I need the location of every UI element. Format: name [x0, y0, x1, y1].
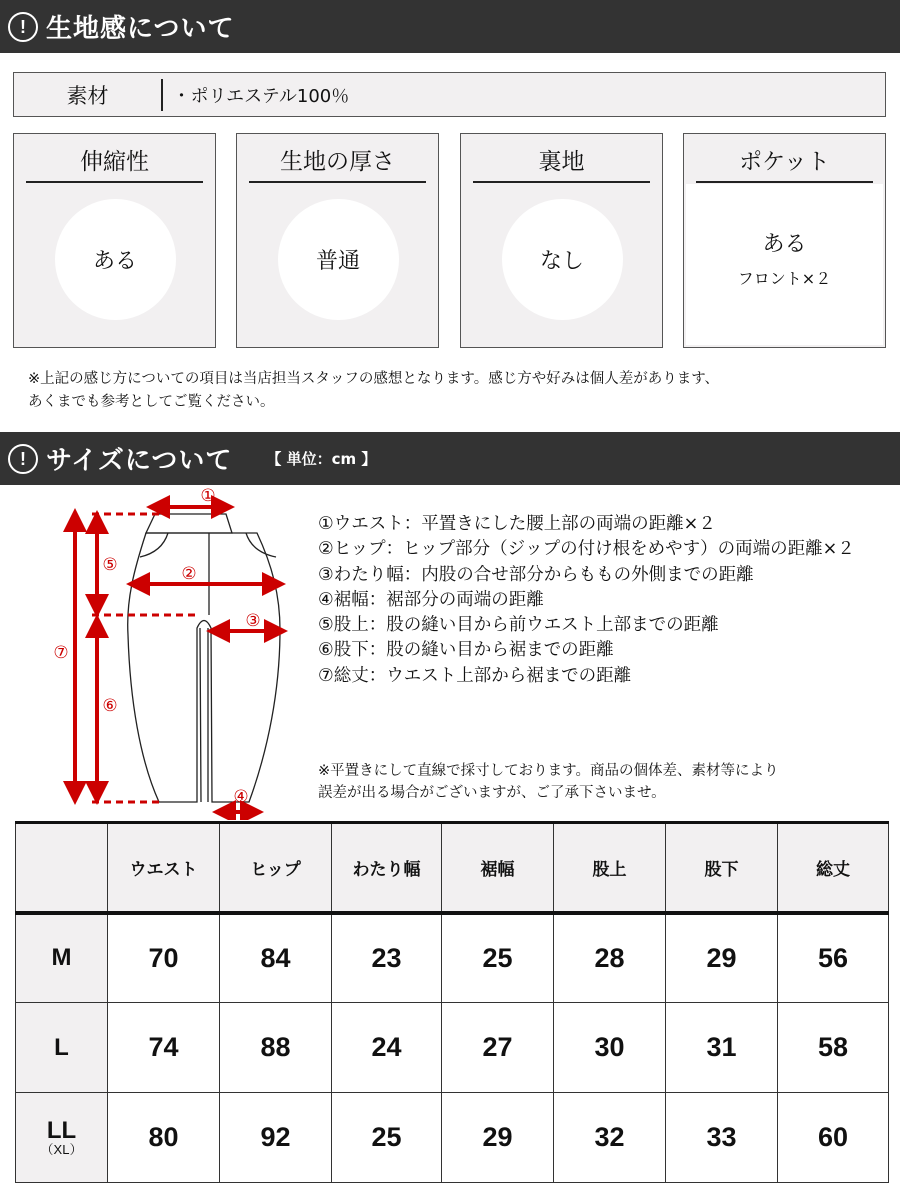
size-table [15, 821, 889, 1183]
cell-hip: 88 [220, 1003, 332, 1093]
material-row [13, 72, 886, 117]
marker-2: ② [181, 564, 197, 584]
fabric-note [28, 368, 719, 414]
unit-label: 【 単位：cm 】 [266, 450, 377, 468]
marker-3: ③ [245, 611, 261, 631]
cell-waist: 74 [108, 1003, 220, 1093]
measurement-lines [75, 507, 276, 812]
marker-5: ⑤ [102, 555, 118, 575]
cell-rise: 28 [554, 913, 666, 1003]
size-label: LL （XL） [16, 1093, 108, 1183]
cell-waist: 70 [108, 913, 220, 1003]
cell-inseam: 33 [666, 1093, 778, 1183]
property-title: 裏地 [538, 149, 585, 175]
property-value-circle [502, 199, 623, 320]
measurement-note [318, 760, 779, 804]
size-label-sub: （XL） [40, 1141, 83, 1157]
cell-length: 58 [778, 1003, 889, 1093]
property-value: 普通 [315, 249, 360, 274]
property-detail: フロント×２ [737, 268, 832, 288]
cell-inseam: 29 [666, 913, 778, 1003]
cell-hem: 27 [442, 1003, 554, 1093]
legend-item-waist: ①ウエスト：平置きにした腰上部の両端の距離×２ [318, 514, 716, 534]
property-title: 伸縮性 [80, 149, 149, 175]
table-header-row [16, 823, 889, 913]
cell-hem: 25 [442, 913, 554, 1003]
legend-item-rise: ⑤股上：股の縫い目から前ウエスト上部までの距離 [318, 615, 719, 636]
fabric-section-title: 生地感について [46, 14, 235, 44]
cell-thigh: 24 [332, 1003, 442, 1093]
cell-waist: 80 [108, 1093, 220, 1183]
property-value: ある [762, 231, 807, 257]
header-corner [16, 823, 108, 913]
property-value-circle [278, 199, 399, 320]
size-label: L [16, 1003, 108, 1093]
property-card-stretch [13, 133, 216, 348]
marker-4: ④ [233, 787, 249, 807]
header-waist: ウエスト [108, 823, 220, 913]
legend-item-inseam: ⑥股下：股の縫い目から裾までの距離 [318, 640, 614, 661]
measurement-note-line-2: 誤差が出る場合がございますが、ご了承下さいませ。 [318, 785, 666, 801]
header-inseam: 股下 [666, 823, 778, 913]
property-card-thickness [236, 133, 439, 348]
size-label: M [16, 913, 108, 1003]
property-value-circle [55, 199, 176, 320]
property-value-panel [686, 184, 883, 345]
fabric-note-line-1: ※上記の感じ方についての項目は当店担当スタッフの感想となります。感じ方や好みは個人差があります、 [28, 371, 720, 387]
fabric-section-header [0, 0, 900, 53]
pants-outline [128, 514, 280, 802]
header-thigh: わたり幅 [332, 823, 442, 913]
measurement-note-line-1: ※平置きにして直線で採寸しております。商品の個体差、素材等により [318, 763, 779, 779]
cell-hip: 92 [220, 1093, 332, 1183]
property-card-pocket [683, 133, 886, 348]
property-title: 生地の厚さ [280, 149, 395, 175]
legend-item-hem: ④裾幅：裾部分の両端の距離 [318, 589, 544, 610]
size-section-header [0, 432, 900, 485]
table-row [16, 1093, 889, 1183]
title-underline [696, 181, 873, 183]
legend-item-hip: ②ヒップ：ヒップ部分（ジップの付け根をめやす）の両端の距離×２ [318, 539, 855, 560]
header-hip: ヒップ [220, 823, 332, 913]
cell-rise: 32 [554, 1093, 666, 1183]
material-label: 素材 [66, 83, 109, 108]
cell-inseam: 31 [666, 1003, 778, 1093]
cell-hem: 29 [442, 1093, 554, 1183]
cell-length: 60 [778, 1093, 889, 1183]
measurement-markers [53, 486, 260, 807]
fabric-note-line-2: あくまでも参考としてご覧ください。 [28, 394, 275, 410]
header-length: 総丈 [778, 823, 889, 913]
property-value: なし [539, 249, 584, 274]
cell-length: 56 [778, 913, 889, 1003]
marker-6: ⑥ [102, 696, 118, 716]
header-hem: 裾幅 [442, 823, 554, 913]
cell-rise: 30 [554, 1003, 666, 1093]
legend-item-length: ⑦総丈：ウエスト上部から裾までの距離 [318, 665, 632, 686]
alert-circle-icon: ! [8, 12, 38, 42]
marker-7: ⑦ [53, 643, 69, 663]
alert-circle-icon: ! [8, 444, 38, 474]
measurement-legend [318, 512, 855, 689]
title-underline [249, 181, 426, 183]
legend-item-thigh: ③わたり幅：内股の合せ部分からももの外側までの距離 [318, 564, 754, 585]
title-underline [473, 181, 650, 183]
size-section-title: サイズについて [46, 446, 233, 476]
property-value: ある [92, 249, 137, 274]
marker-1: ① [200, 486, 216, 506]
pants-measurement-diagram [40, 480, 310, 820]
title-underline [26, 181, 203, 183]
property-title: ポケット [739, 149, 830, 175]
cell-thigh: 25 [332, 1093, 442, 1183]
table-row [16, 1003, 889, 1093]
table-row [16, 913, 889, 1003]
material-value: ・ポリエステル100％ [172, 85, 350, 107]
header-rise: 股上 [554, 823, 666, 913]
property-card-lining [460, 133, 663, 348]
cell-hip: 84 [220, 913, 332, 1003]
cell-thigh: 23 [332, 913, 442, 1003]
